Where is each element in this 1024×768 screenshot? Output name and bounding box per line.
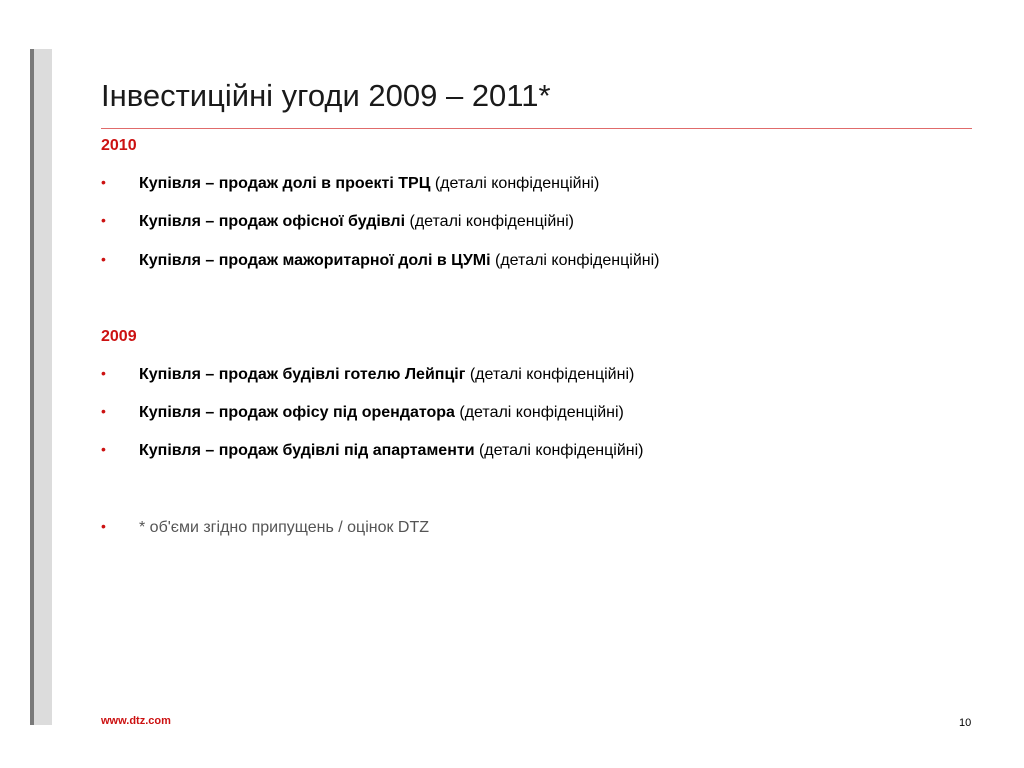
deal-details: (деталі конфіденційні)	[465, 366, 635, 383]
page-number: 10	[959, 717, 972, 729]
deal-details: (деталі конфіденційні)	[454, 404, 624, 421]
bullet-icon: •	[101, 365, 106, 381]
footnote-item	[101, 519, 429, 537]
deal-title: Купівля – продаж будівлі під апартаменти	[139, 442, 475, 459]
deal-details: (деталі конфіденційні)	[430, 175, 600, 192]
bullet-icon: •	[101, 251, 106, 267]
list-item	[101, 442, 643, 460]
list-item	[101, 213, 574, 231]
list-item	[101, 366, 634, 384]
deal-details: (деталі конфіденційні)	[490, 252, 660, 269]
slide-title: Інвестиційні угоди 2009 – 2011*	[101, 78, 551, 113]
list-item	[101, 175, 599, 193]
bullet-icon: •	[101, 212, 106, 228]
bullet-icon: •	[101, 441, 106, 457]
deal-title: Купівля – продаж будівлі готелю Лейпціг	[139, 366, 466, 383]
deal-details: (деталі конфіденційні)	[405, 213, 574, 230]
deal-title: Купівля – продаж долі в проекті ТРЦ	[139, 175, 431, 192]
deal-title: Купівля – продаж мажоритарної долі в ЦУМі	[139, 252, 491, 269]
title-divider	[101, 128, 972, 129]
bullet-icon: •	[101, 174, 106, 190]
bullet-icon: •	[101, 403, 106, 419]
deal-details: (деталі конфіденційні)	[474, 442, 644, 459]
bullet-icon: •	[101, 518, 106, 534]
deal-title: Купівля – продаж офісу під орендатора	[139, 404, 455, 421]
footnote-text: * об'єми згідно припущень / оцінок DTZ	[139, 519, 430, 536]
website-link[interactable]: www.dtz.com	[101, 715, 171, 727]
section-year-2010: 2010	[101, 137, 137, 154]
list-item	[101, 404, 624, 422]
left-bar-edge	[30, 49, 34, 725]
deal-title: Купівля – продаж офісної будівлі	[139, 213, 406, 230]
section-year-2009: 2009	[101, 328, 137, 345]
list-item	[101, 252, 660, 270]
